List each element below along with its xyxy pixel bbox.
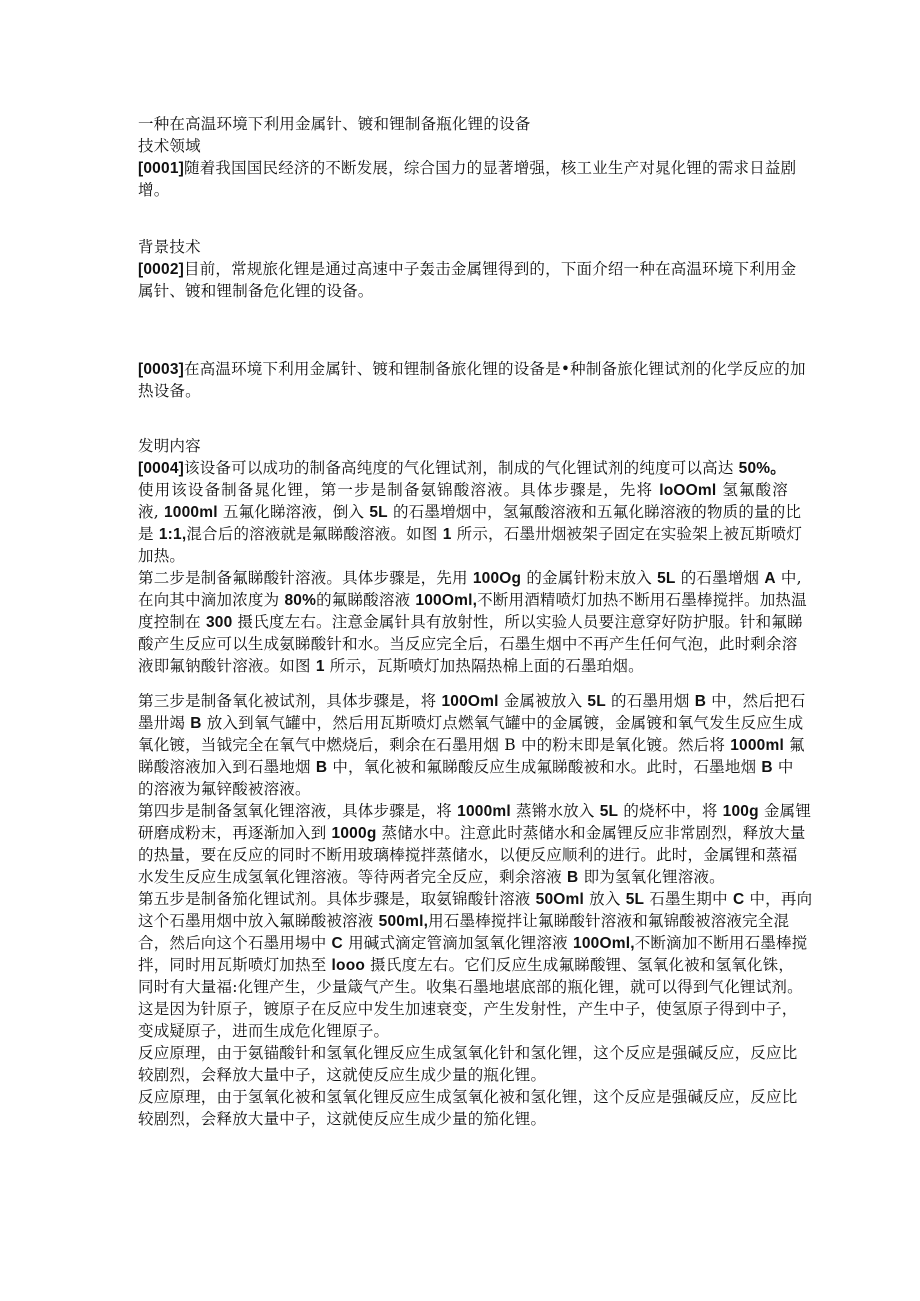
- paragraph-0003-line-2: 热设备。: [138, 382, 201, 400]
- principle-1-line-2: 较剧烈，会释放大量中子，这就使反应生成少量的瓶化锂。: [138, 1066, 547, 1084]
- step3-line-4: 睇酸溶液加入到石墨地烟 B 中，氧化被和氟睇酸反应生成氟睇酸被和水。此时，石墨地烟 B 中: [138, 758, 794, 776]
- step3-line-2: 墨卅竭 B 放入到氧气罐中，然后用瓦斯喷灯点燃氧气罐中的金属镀，金属镀和氧气发生反应生成: [138, 714, 804, 732]
- section-heading-tech-field: 技术领域: [138, 137, 201, 155]
- paragraph-0004-line-5: 加热。: [138, 547, 186, 565]
- step5-line-7: 变成疑原子，进而生成危化锂原子。: [138, 1022, 390, 1040]
- step5-line-6: 这是因为针原子，镀原子在反应中发生加速衰变，产生发射性，产生中子，使氢原子得到中子，: [138, 1000, 798, 1018]
- paragraph-number: [0004]: [138, 460, 185, 477]
- document-title: 一种在高温环境下利用金属针、镀和锂制备瓶化锂的设备: [138, 115, 531, 133]
- step5-line-5: 同时有大量福:化锂产生，少量箴气产生。收集石墨地堪底部的瓶化锂，就可以得到气化锂试剂。: [138, 978, 803, 996]
- step4-line-1: 第四步是制备氢氧化锂溶液，具体步骤是，将 1000ml 蒸锵水放入 5L 的烧杯中，将 100g 金属锂: [138, 802, 812, 820]
- paragraph-0001-line-1: [0001]随着我国国民经济的不断发展，综合国力的显著增强，核工业生产对晁化锂的需求日益剧: [138, 159, 797, 177]
- paragraph-0004-line-2: 使用该设备制备晁化锂，第一步是制备氨锦酸溶液。具体步骤是，先将 loOOml 氢氟酸溶: [138, 481, 788, 499]
- paragraph-number: [0002]: [138, 261, 185, 278]
- step2-line-2: 在向其中滴加浓度为 80%的氟睇酸溶液 100Oml,不断用酒精喷灯加热不断用石墨棒搅拌。加热温: [138, 591, 807, 609]
- paragraph-number: [0003]: [138, 361, 185, 378]
- paragraph-0004-line-1: [0004]该设备可以成功的制备高纯度的气化锂试剂，制成的气化锂试剂的纯度可以高达 50%。: [138, 459, 786, 477]
- paragraph-0004-line-3: 液, 1000ml 五氟化睇溶液，倒入 5L 的石墨増烟中，氢氟酸溶液和五氟化睇溶液的物质的量的比: [138, 503, 802, 521]
- step2-line-4: 酸产生反应可以生成氨睇酸针和水。当反应完全后，石墨生烟中不再产生任何气泡，此时剩余溶: [138, 635, 798, 653]
- step2-line-1: 第二步是制备氟睇酸针溶液。具体步骤是，先用 100Og 的金属针粉末放入 5L 的石墨增烟 A 中,: [138, 569, 802, 587]
- step5-line-4: 拌，同时用瓦斯喷灯加热至 looo 摄氏度左右。它们反应生成氟睇酸锂、氢氧化被和氢氧化铢，: [138, 956, 795, 974]
- step3-line-3: 氧化镀，当钺完全在氧气中燃烧后，剩余在石墨用烟 B 中的粉末即是氧化镀。然后将 1000ml 氟: [138, 736, 805, 754]
- step2-line-3: 度控制在 300 摄氏度左右。注意金属针具有放射性，所以实验人员要注意穿好防护服。针和氟睇: [138, 613, 803, 631]
- paragraph-0002-line-2: 属针、镀和锂制备危化锂的设备。: [138, 282, 374, 300]
- principle-2-line-1: 反应原理，由于氢氧化被和氢氧化锂反应生成氢氧化被和氢化锂，这个反应是强碱反应，反应比: [138, 1088, 798, 1106]
- step2-line-5: 液即氟钠酸针溶液。如图 1 所示，瓦斯喷灯加热隔热棉上面的石墨珀烟。: [138, 657, 644, 675]
- principle-2-line-2: 较剧烈，会释放大量中子，这就使反应生成少量的笳化锂。: [138, 1110, 547, 1128]
- paragraph-0001-line-2: 增。: [138, 181, 170, 199]
- step4-line-4: 水发生反应生成氢氧化锂溶液。等待两者完全反应，剩余溶液 B 即为氢氧化锂溶液。: [138, 868, 725, 886]
- paragraph-0002-line-1: [0002]目前，常规旅化锂是通过高速中子轰击金属锂得到的，下面介绍一种在高温环境下利用金: [138, 260, 797, 278]
- step5-line-2: 这个石墨用烟中放入氟睇酸被溶液 500ml,用石墨棒搅拌让氟睇酸针溶液和氟锦酸被溶液完全混: [138, 912, 790, 930]
- paragraph-number: [0001]: [138, 160, 185, 177]
- step3-line-1: 第三步是制备氧化被试剂，具体步骤是，将 100Oml 金属被放入 5L 的石墨用烟 B 中，然后把石: [138, 692, 806, 710]
- section-heading-invention: 发明内容: [138, 437, 201, 455]
- step5-line-3: 合，然后向这个石墨用埸中 C 用碱式滴定管滴加氢氧化锂溶液 100Oml,不断滴加不断用石墨棒搅: [138, 934, 808, 952]
- paragraph-0004-line-4: 是 1:1,混合后的溶液就是氟睇酸溶液。如图 1 所示，石墨卅烟被架子固定在实验架上被瓦斯喷灯: [138, 525, 803, 543]
- step3-line-5: 的溶液为氟锌酸被溶液。: [138, 780, 311, 798]
- step5-line-1: 第五步是制备笳化锂试剂。具体步骤是，取氨锦酸针溶液 50Oml 放入 5L 石墨生期中 C 中，再向: [138, 890, 813, 908]
- step4-line-3: 的热量，要在反应的同时不断用玻璃棒搅拌蒸储水，以便反应顺利的进行。此时，金属锂和蒸福: [138, 846, 798, 864]
- principle-1-line-1: 反应原理，由于氨锚酸针和氢氧化锂反应生成氢氧化针和氢化锂，这个反应是强碱反应，反应比: [138, 1044, 798, 1062]
- step4-line-2: 研磨成粉末，再逐渐加入到 1000g 蒸储水中。注意此时蒸储水和金属锂反应非常剧烈，释放大量: [138, 824, 806, 842]
- paragraph-0003-line-1: [0003]在高温环境下利用金属针、镀和锂制备旅化锂的设备是•种制备旅化锂试剂的化学反应的加: [138, 360, 806, 378]
- section-heading-background: 背景技术: [138, 238, 201, 256]
